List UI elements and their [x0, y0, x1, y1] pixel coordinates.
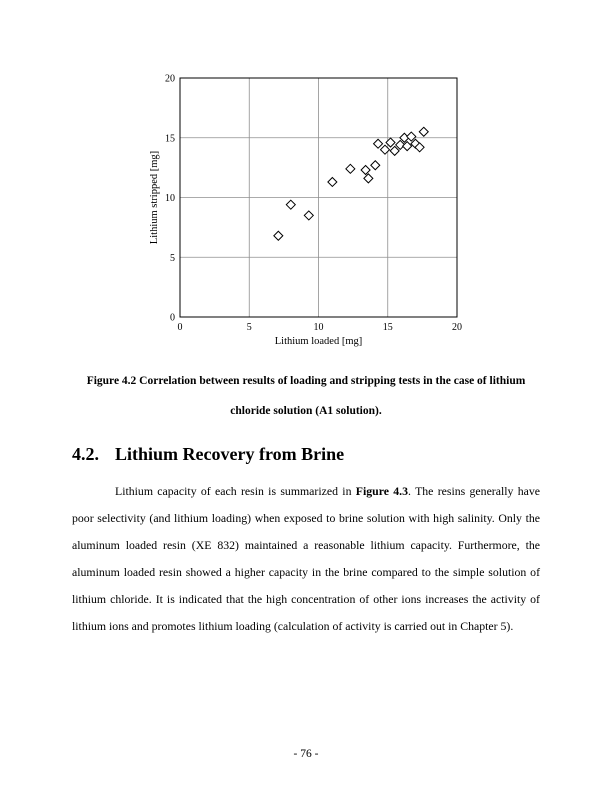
figure-4-2 — [146, 70, 466, 360]
data-point — [274, 231, 283, 240]
data-point — [286, 200, 295, 209]
y-tick-label: 0 — [170, 312, 175, 324]
figure-caption-line2: chloride solution (A1 solution). — [230, 405, 382, 417]
x-tick-label: 10 — [313, 322, 324, 333]
y-tick-label: 15 — [165, 133, 175, 145]
y-tick-label: 10 — [165, 193, 175, 204]
section-number: 4.2. — [72, 444, 99, 464]
data-point — [419, 127, 428, 136]
data-point — [364, 174, 373, 183]
data-point — [346, 164, 355, 173]
section-heading — [72, 444, 344, 465]
y-axis-label: Lithium stripped [mg] — [149, 150, 160, 245]
x-tick-label: 0 — [177, 322, 183, 333]
x-axis-label: Lithium loaded [mg] — [274, 336, 363, 347]
body-paragraph — [72, 478, 540, 640]
paragraph-text-start: Lithium capacity of each resin is summarized in — [115, 484, 356, 498]
data-point — [361, 166, 370, 175]
x-tick-label: 5 — [246, 322, 252, 333]
data-point — [304, 211, 313, 220]
section-title: Lithium Recovery from Brine — [115, 444, 345, 464]
data-point — [403, 142, 412, 151]
data-point — [390, 146, 399, 155]
page-number: - 76 - — [293, 748, 319, 760]
figure-caption — [36, 366, 576, 426]
chart-plot-area — [165, 74, 462, 334]
figure-reference: Figure 4.3 — [355, 484, 409, 498]
scatter-chart — [146, 70, 466, 360]
y-tick-label: 5 — [170, 252, 175, 264]
x-tick-label: 20 — [452, 322, 462, 333]
figure-caption-line1: Figure 4.2 Correlation between results of loading and stripping tests in the case of lithium — [86, 375, 526, 387]
y-tick-label: 20 — [165, 73, 175, 85]
x-tick-label: 15 — [382, 322, 393, 333]
data-point — [371, 161, 380, 170]
data-point — [374, 139, 383, 148]
paragraph-text-rest: . The resins generally have poor selectivity (and lithium loading) when exposed to brine solution with high salinity. Only the aluminum loaded resin (XE 832) maintained a reasonable lithium capacity. Furthermore, the aluminum loaded resin showed a higher capacity in the brine compared to the simple solution of lithium chloride. It is indicated that the high concentration of other ions increases the activity of lithium ions and promotes lithium loading (calculation of activity is carried out in Chapter 5). — [72, 484, 540, 633]
data-point — [328, 177, 337, 186]
